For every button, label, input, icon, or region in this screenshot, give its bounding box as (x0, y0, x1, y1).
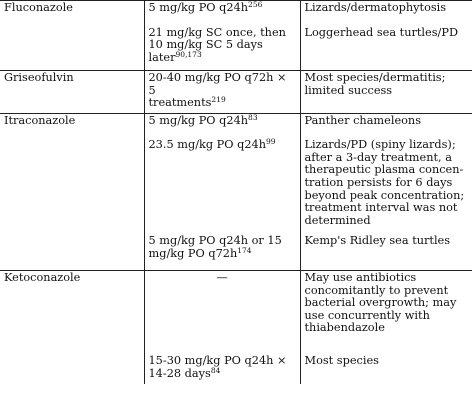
drug-name: Ketoconazole (0, 270, 144, 350)
dosage-cell: 20-40 mg/kg PO q72h × 5 treatments$^{219}$ (144, 71, 300, 114)
notes-cell: Lizards/dermatophytosis (300, 1, 472, 22)
drug-name: Itraconazole (0, 113, 144, 134)
dosage-cell: 21 mg/kg SC once, then 10 mg/kg SC 5 days later$^{90,173}$ (144, 22, 300, 71)
drug-name (0, 230, 144, 270)
drug-name (0, 134, 144, 230)
reference: 99 (266, 137, 276, 147)
table-row (0, 1, 472, 22)
table-row (0, 134, 472, 230)
reference: 174 (237, 246, 252, 256)
notes-cell: Kemp's Ridley sea turtles (300, 230, 472, 270)
table-row (0, 113, 472, 134)
reference: 84 (210, 366, 221, 376)
notes-cell: Most species/dermatitis; limited success (300, 71, 472, 114)
dosage-cell: 23.5 mg/kg PO $q24h^{99}$ (144, 134, 300, 230)
drug-name: Griseofulvin (0, 71, 144, 114)
table-row (0, 270, 472, 350)
table-row (0, 350, 472, 384)
dosage-cell: 5 mg/kg PO q24h or 15 mg/kg PO $q72h^{174}$ (144, 230, 300, 270)
drug-name (0, 22, 144, 71)
notes-cell: May use antibiotics concomitantly to prevent bacterial overgrowth; may use concurrently with thiabendazole (300, 270, 472, 350)
dosage-cell: 5 mg/kg PO $q24h^{256}$ (144, 1, 300, 22)
notes-cell: Loggerhead sea turtles/PD (300, 22, 472, 71)
dosage-cell: 5 mg/kg PO $q24h^{83}$ (144, 113, 300, 134)
drug-name (0, 350, 144, 384)
notes-cell: Most species (300, 350, 472, 384)
table-row (0, 22, 472, 71)
table-row (0, 230, 472, 270)
dosage-cell: — (144, 270, 300, 350)
notes-cell: Lizards/PD (spiny lizards); after a 3-day treatment, a therapeutic plasma concen- tration persists for 6 days beyond peak concentration; treatment interval was not determined (300, 134, 472, 230)
reference: 90,173 (175, 49, 202, 59)
reference: 219 (211, 95, 226, 105)
dosage-cell: 15-30 mg/kg PO q24h × 14-28 days$^{84}$ (144, 350, 300, 384)
reference: 83 (248, 112, 258, 122)
drug-name: Fluconazole (0, 1, 144, 22)
notes-cell: Panther chameleons (300, 113, 472, 134)
reference: 256 (248, 0, 263, 9)
table-row (0, 71, 472, 114)
